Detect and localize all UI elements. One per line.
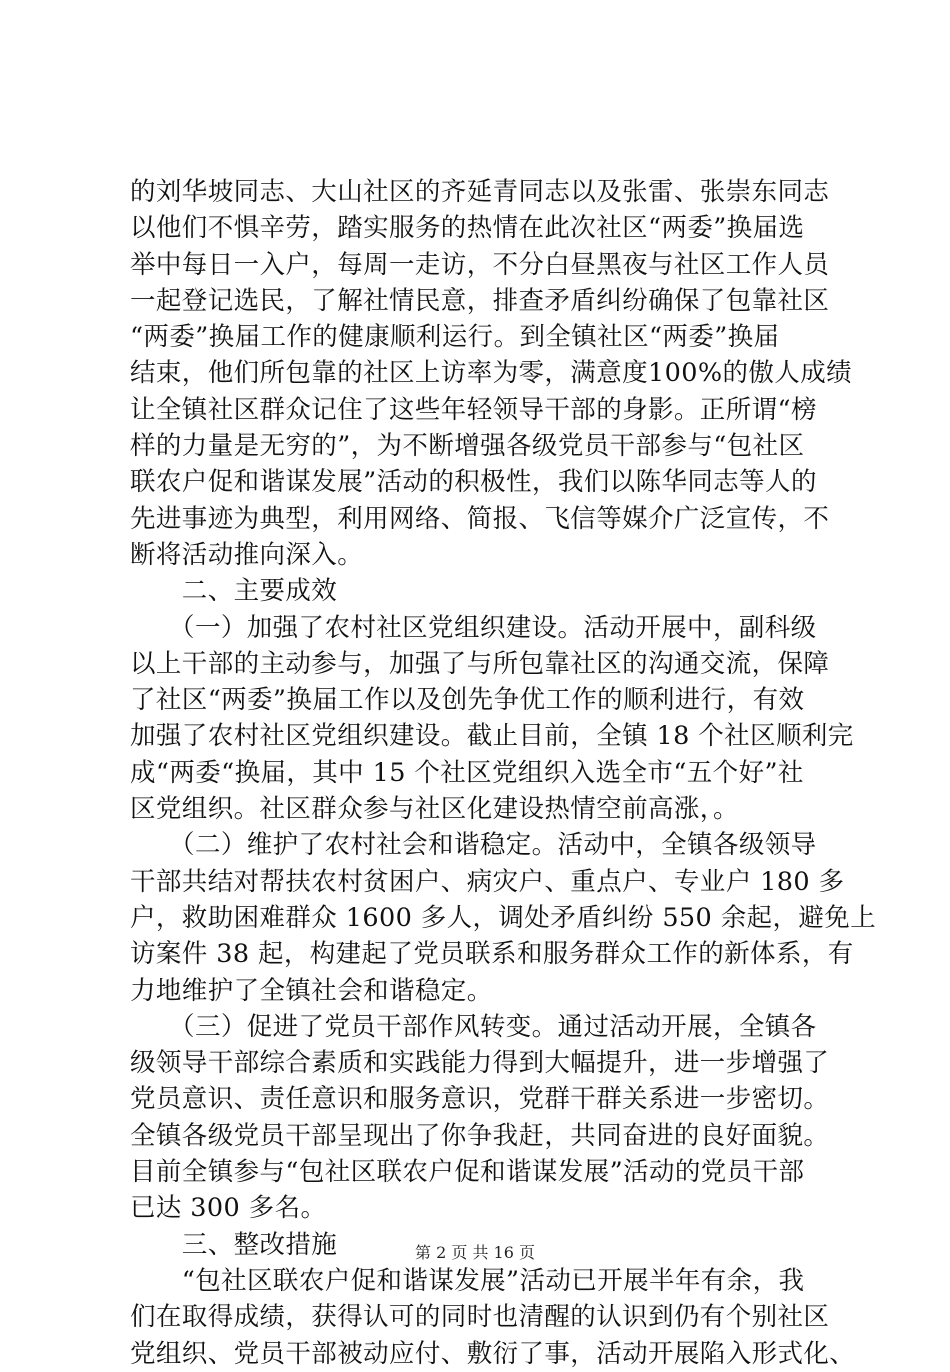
text-line: 一起登记选民，了解社情民意，排查矛盾纠纷确保了包靠社区 bbox=[130, 285, 830, 316]
text-line: （三）促进了党员干部作风转变。通过活动开展，全镇各 bbox=[130, 1011, 817, 1042]
text-line: 干部共结对帮扶农村贫困户、病灾户、重点户、专业户 180 多 bbox=[130, 866, 845, 897]
text-line: 联农户促和谐谋发展”活动的积极性，我们以陈华同志等人的 bbox=[130, 467, 817, 498]
text-line: 样的力量是无穷的”，为不断增强各级党员干部参与“包社区 bbox=[130, 431, 805, 462]
text-line: 以上干部的主动参与，加强了与所包靠社区的沟通交流，保障 bbox=[130, 648, 830, 679]
text-line: 区党组织。社区群众参与社区化建设热情空前高涨，。 bbox=[130, 794, 739, 825]
text-line: 先进事迹为典型，利用网络、简报、飞信等媒介广泛宣传，不 bbox=[130, 503, 830, 534]
text-line: 全镇各级党员干部呈现出了你争我赶，共同奋进的良好面貌。 bbox=[130, 1120, 830, 1151]
page-number-label: 第 2 页 共 16 页 bbox=[415, 1243, 535, 1262]
text-line: 力地维护了全镇社会和谐稳定。 bbox=[130, 975, 493, 1006]
text-line: 了社区“两委”换届工作以及创先争优工作的顺利进行，有效 bbox=[130, 685, 805, 716]
text-line: 举中每日一入户，每周一走访，不分白昼黑夜与社区工作人员 bbox=[130, 249, 830, 280]
section-heading: 二、主要成效 bbox=[130, 576, 338, 607]
document-body bbox=[130, 174, 877, 1372]
text-line: 的刘华坡同志、大山社区的齐延青同志以及张雷、张崇东同志 bbox=[130, 177, 830, 207]
text-line: 党员意识、责任意识和服务意识，党群干群关系进一步密切。 bbox=[130, 1084, 830, 1115]
text-line: 成“两委“换届，其中 15 个社区党组织入选全市“五个好”社 bbox=[130, 757, 804, 788]
section-heading: 三、整改措施 bbox=[130, 1229, 338, 1260]
text-line: “两委”换届工作的健康顺利运行。到全镇社区“两委”换届 bbox=[130, 322, 780, 353]
page-footer bbox=[0, 1243, 950, 1263]
text-line: 已达 300 多名。 bbox=[130, 1193, 327, 1224]
text-line: 访案件 38 起，构建起了党员联系和服务群众工作的新体系，有 bbox=[130, 939, 854, 970]
text-line: 目前全镇参与“包社区联农户促和谐谋发展”活动的党员干部 bbox=[130, 1157, 805, 1188]
text-line: 以他们不惧辛劳，踏实服务的热情在此次社区“两委”换届选 bbox=[130, 213, 805, 244]
text-line: 让全镇社区群众记住了这些年轻领导干部的身影。正所谓“榜 bbox=[130, 394, 817, 425]
text-line: （二）维护了农村社会和谐稳定。活动中，全镇各级领导 bbox=[130, 830, 817, 861]
text-line: 断将活动推向深入。 bbox=[130, 539, 364, 570]
text-line: 加强了农村社区党组织建设。截止目前，全镇 18 个社区顺利完 bbox=[130, 721, 854, 752]
text-line: 们在取得成绩，获得认可的同时也清醒的认识到仍有个别社区 bbox=[130, 1302, 830, 1333]
text-line: 户，救助困难群众 1600 多人，调处矛盾纠纷 550 余起，避免上 bbox=[130, 902, 877, 933]
text-line: 结束，他们所包靠的社区上访率为零，满意度100%的傲人成绩 bbox=[130, 358, 853, 389]
text-line: 党组织、党员干部被动应付、敷衍了事，活动开展陷入形式化、 bbox=[130, 1338, 856, 1369]
text-line: “包社区联农户促和谐谋发展”活动已开展半年有余，我 bbox=[130, 1265, 805, 1296]
text-line: （一）加强了农村社区党组织建设。活动开展中，副科级 bbox=[130, 612, 817, 643]
text-line: 级领导干部综合素质和实践能力得到大幅提升，进一步增强了 bbox=[130, 1048, 830, 1079]
